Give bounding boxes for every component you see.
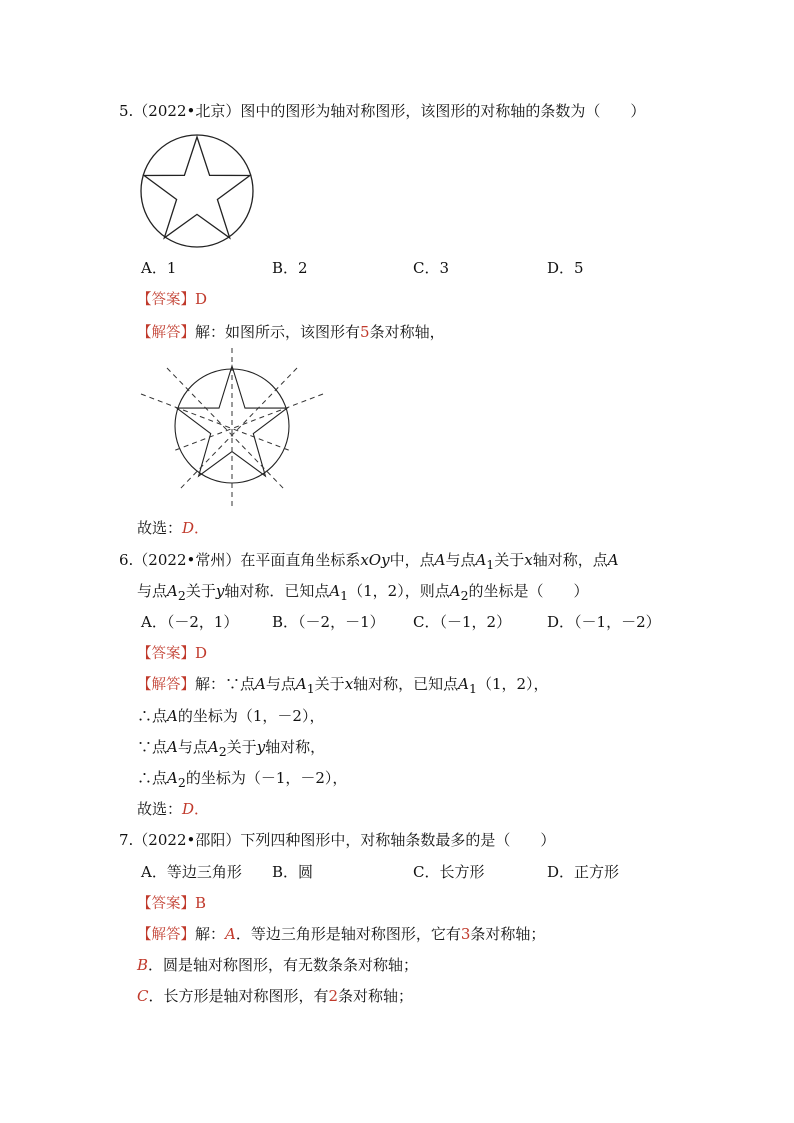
q6-solution-line2 (137, 706, 324, 726)
q6-stem-line2 (137, 581, 589, 606)
q5-stem: 5.（2022•北京）图中的图形为轴对称图形，该图形的对称轴的条数为（ ） (119, 102, 646, 120)
q6-solution-line3 (137, 737, 325, 762)
answer-value: D (195, 644, 208, 662)
choose-text: 故选： (137, 800, 183, 818)
text: 中，点 (389, 551, 435, 569)
choose-period: ． (194, 800, 210, 818)
text: 轴对称，已知点 (353, 675, 459, 693)
text: 关于 (185, 582, 216, 600)
text: 6.（2022•常州）在平面直角坐标系 (119, 551, 361, 569)
math-var: A (167, 707, 178, 725)
q5-option-c: C．3 (413, 259, 450, 277)
text: 关于 (314, 675, 345, 693)
text: 解：∵点 (195, 675, 256, 693)
math-var: A (458, 675, 470, 693)
choose-value: D (182, 519, 195, 537)
q7-solution-line2 (137, 955, 418, 975)
math-var: A (167, 738, 178, 756)
q6-choose (137, 799, 209, 819)
subscript: 1 (340, 588, 349, 603)
subscript: 1 (469, 681, 477, 696)
q7-option-a: A．等边三角形 (141, 863, 242, 881)
text: ．长方形是轴对称图形，有 (148, 987, 329, 1005)
q5-answer (137, 289, 207, 310)
text: 与点 (177, 738, 208, 756)
q6-option-c: C．（－1，2） (413, 613, 512, 631)
q6-option-d: D．（－1，－2） (547, 613, 661, 631)
text: 与点 (265, 675, 296, 693)
q7-option-c: C．长方形 (413, 863, 485, 881)
solution-text: 解：如图所示，该图形有 (195, 323, 361, 341)
text: 条对称轴； (470, 925, 546, 943)
text: 关于 (494, 551, 525, 569)
math-var: y (215, 582, 225, 600)
q7-solution-line3 (137, 986, 413, 1006)
text: 轴对称， (265, 738, 326, 756)
text: （1，2）， (476, 675, 549, 693)
text: 条对称轴； (338, 987, 414, 1005)
math-var: A (295, 675, 307, 693)
answer-value: D (195, 290, 208, 308)
q7-option-d: D．正方形 (547, 863, 620, 881)
subscript: 2 (460, 588, 469, 603)
number: 3 (460, 925, 471, 943)
text: 轴对称，点 (532, 551, 608, 569)
math-var: A (255, 675, 266, 693)
solution-label: 【解答】 (137, 677, 195, 693)
math-var: A (329, 582, 341, 600)
subscript: 2 (177, 775, 186, 790)
text: 与点 (137, 582, 168, 600)
text: 关于 (226, 738, 257, 756)
math-var: A (167, 769, 178, 787)
q5-axes-figure (139, 346, 329, 510)
q7-option-b: B．圆 (272, 863, 314, 881)
math-var: A (207, 738, 219, 756)
math-var: x (524, 551, 533, 569)
q6-answer (137, 643, 207, 664)
q7-answer (137, 893, 206, 914)
choose-period: ． (194, 519, 210, 537)
answer-value: B (195, 894, 207, 912)
answer-label: 【答案】 (137, 896, 195, 912)
answer-label: 【答案】 (137, 646, 195, 662)
subscript: 2 (177, 588, 186, 603)
text: 的坐标为（1，－2）， (177, 707, 325, 725)
text: ．圆是轴对称图形，有无数条条对称轴； (148, 956, 419, 974)
solution-label: 【解答】 (137, 927, 195, 943)
text: 解： (195, 925, 226, 943)
subscript: 1 (306, 681, 315, 696)
text: ∵点 (137, 738, 168, 756)
subscript: 1 (486, 557, 495, 572)
math-var: xOy (360, 551, 390, 569)
math-var: A (167, 582, 178, 600)
subscript: 2 (218, 744, 227, 759)
text: ∴点 (137, 769, 168, 787)
q6-solution-line4 (137, 768, 347, 793)
text: ．等边三角形是轴对称图形，它有 (235, 925, 461, 943)
number: 2 (328, 987, 339, 1005)
math-var: A (475, 551, 487, 569)
choose-value: D (182, 800, 195, 818)
solution-label: 【解答】 (137, 325, 195, 341)
text: 与点 (445, 551, 476, 569)
text: （1，2），则点 (348, 582, 450, 600)
q6-option-a: A．（－2，1） (141, 613, 239, 631)
q5-solution (137, 322, 445, 343)
option-letter: B (137, 956, 149, 974)
math-var: A (434, 551, 446, 569)
q6-option-b: B．（－2，－1） (272, 613, 385, 631)
text: 的坐标是（ ） (468, 582, 589, 600)
q5-star-figure (139, 133, 255, 249)
text: ∴点 (137, 707, 168, 725)
text: 轴对称．已知点 (224, 582, 330, 600)
math-var: x (344, 675, 354, 693)
choose-text: 故选： (137, 519, 183, 537)
q5-choose (137, 518, 209, 538)
option-letter: C (137, 987, 149, 1005)
math-var: y (256, 738, 266, 756)
q7-solution-line1 (137, 924, 545, 945)
solution-text: 条对称轴， (369, 323, 445, 341)
math-var: A (449, 582, 461, 600)
q5-option-b: B．2 (272, 259, 308, 277)
star-shape (144, 137, 250, 238)
q6-solution-line1 (137, 674, 549, 699)
option-letter: A (225, 925, 236, 943)
math-var: A (607, 551, 619, 569)
q6-stem-line1 (119, 550, 619, 575)
q5-option-a: A．1 (141, 259, 177, 277)
q5-option-d: D．5 (547, 259, 584, 277)
text: 的坐标为（－1，－2）， (185, 769, 348, 787)
answer-label: 【答案】 (137, 292, 195, 308)
q7-stem: 7.（2022•邵阳）下列四种图形中，对称轴条数最多的是（ ） (119, 831, 556, 849)
solution-number: 5 (360, 323, 370, 341)
